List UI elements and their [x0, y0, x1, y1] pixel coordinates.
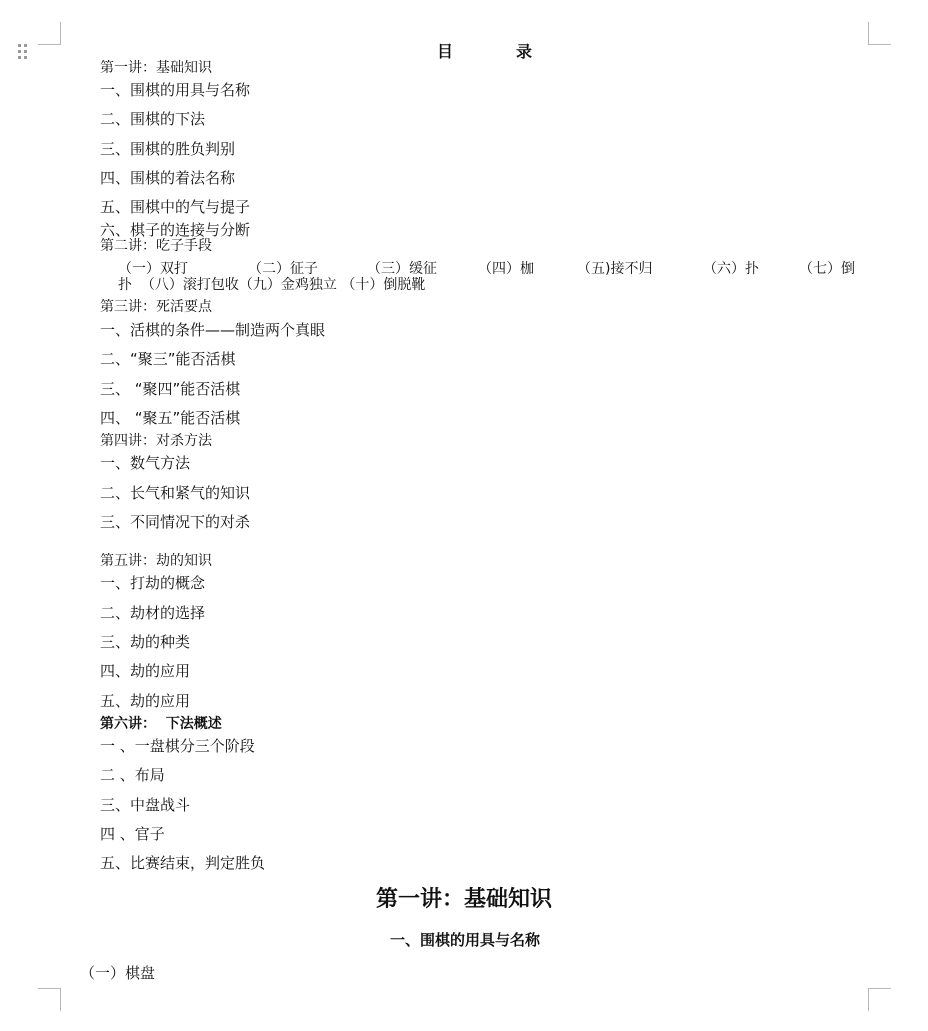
toc-item: 四、围棋的着法名称 [100, 169, 236, 187]
toc-technique: （二）征子 [248, 261, 318, 277]
toc-technique: （七）倒 [799, 261, 855, 277]
toc-lesson1-heading: 第一讲：基础知识 [100, 60, 212, 76]
toc-item: 一 、一盘棋分三个阶段 [100, 737, 255, 755]
crop-mark-bottom-left [38, 988, 61, 1011]
toc-technique: （五)接不归 [577, 261, 653, 277]
toc-technique: （四）枷 [478, 261, 534, 277]
toc-item: 一、围棋的用具与名称 [100, 81, 251, 99]
toc-lesson4-heading: 第四讲：对杀方法 [100, 433, 212, 449]
toc-item: 三、劫的种类 [100, 633, 191, 651]
toc-item: 二、长气和紧气的知识 [100, 484, 251, 502]
toc-item: 二、围棋的下法 [100, 110, 206, 128]
chapter-title: 第一讲：基础知识 [376, 887, 553, 912]
toc-item: 四 、官子 [100, 825, 165, 843]
section-title: 一、围棋的用具与名称 [390, 931, 541, 949]
crop-mark-top-left [38, 22, 61, 45]
toc-lesson5-heading: 第五讲：劫的知识 [100, 553, 212, 569]
crop-mark-bottom-right [868, 988, 891, 1011]
toc-item: 三、不同情况下的对杀 [100, 513, 251, 531]
toc-technique: （一）双打 [118, 261, 188, 277]
toc-item: 一、打劫的概念 [100, 574, 206, 592]
toc-item: 四、劫的应用 [100, 662, 191, 680]
toc-title-left: 目 [437, 42, 454, 61]
toc-item: 三、中盘战斗 [100, 796, 191, 814]
toc-technique: （三）缓征 [367, 261, 437, 277]
drag-handle-icon[interactable] [18, 44, 30, 60]
toc-item: 一、活棋的条件——制造两个真眼 [100, 321, 326, 339]
toc-lesson6-heading: 第六讲： 下法概述 [100, 716, 222, 732]
toc-item: 三、围棋的胜负判别 [100, 140, 236, 158]
toc-technique: （六）扑 [703, 261, 759, 277]
crop-mark-top-right [868, 22, 891, 45]
subsection-title: （一）棋盘 [80, 964, 156, 982]
toc-item: 五、围棋中的气与提子 [100, 198, 251, 216]
toc-item: 一、数气方法 [100, 454, 191, 472]
toc-item: 三、 “聚四”能否活棋 [100, 380, 241, 398]
toc-item: 四、 “聚五”能否活棋 [100, 409, 241, 427]
toc-lesson3-heading: 第三讲：死活要点 [100, 299, 212, 315]
toc-title-right: 录 [516, 42, 533, 61]
toc-item: 六、棋子的连接与分断 [100, 221, 251, 239]
toc-technique-row2: 扑 （八）滚打包收（九）金鸡独立 （十）倒脱靴 [118, 277, 426, 293]
toc-item: 二、劫材的选择 [100, 604, 206, 622]
toc-item: 五、劫的应用 [100, 692, 191, 710]
toc-item: 二、“聚三”能否活棋 [100, 350, 236, 368]
toc-lesson2-heading: 第二讲：吃子手段 [100, 238, 212, 254]
toc-item: 五、比赛结束，判定胜负 [100, 854, 266, 872]
toc-item: 二 、布局 [100, 766, 165, 784]
